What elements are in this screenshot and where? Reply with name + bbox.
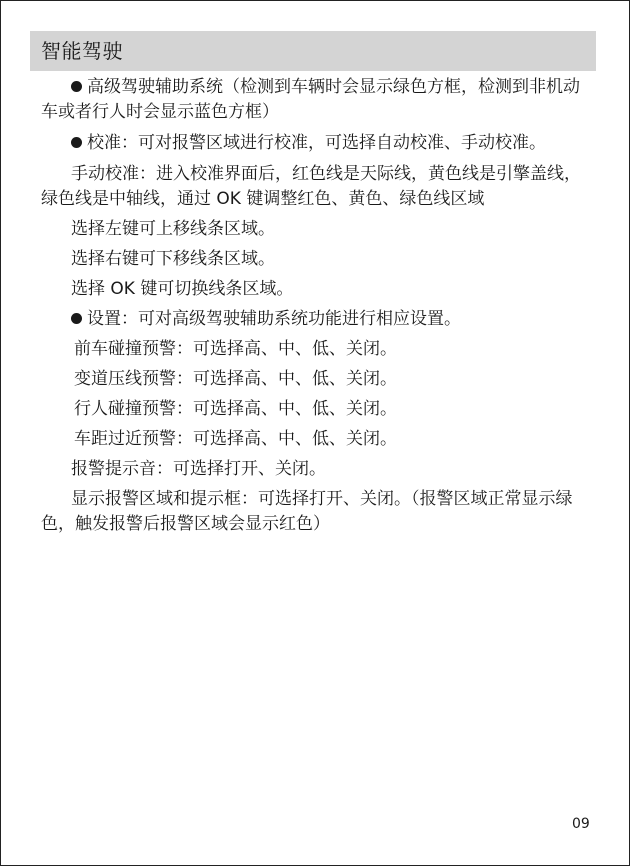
paragraph-right-key-text: 选择右键可下移线条区域。: [71, 249, 275, 269]
bullet-dot-icon: [71, 137, 82, 148]
paragraph-ok-key-text: 选择 OK 键可切换线条区域。: [71, 279, 294, 299]
paragraph-left-key: [41, 217, 593, 242]
paragraph-manual-calibration-text: 手动校准：进入校准界面后，红色线是天际线，黄色线是引擎盖线，绿色线是中轴线，通过 OK 键调整红色、黄色、绿色线区域: [41, 164, 581, 209]
paragraph-lane-departure-text: 变道压线预警：可选择高、中、低、关闭。: [74, 369, 397, 389]
paragraph-pedestrian-collision: [41, 397, 593, 422]
paragraph-display-area-text: 显示报警区域和提示框：可选择打开、关闭。（报警区域正常显示绿色，触发报警后报警区域会显示红色）: [41, 489, 573, 534]
page-number: 09: [572, 816, 590, 832]
paragraph-distance-warning-text: 车距过近预警：可选择高、中、低、关闭。: [74, 429, 397, 449]
paragraph-distance-warning: [41, 427, 593, 452]
paragraph-ok-key: [41, 277, 593, 302]
paragraph-forward-collision-text: 前车碰撞预警：可选择高、中、低、关闭。: [74, 339, 397, 359]
paragraph-alarm-sound: [41, 457, 593, 482]
paragraph-alarm-sound-text: 报警提示音：可选择打开、关闭。: [71, 459, 326, 479]
section-header: [30, 31, 596, 71]
paragraph-right-key: [41, 247, 593, 272]
paragraph-lane-departure: [41, 367, 593, 392]
paragraph-adas-text: 高级驾驶辅助系统（检测到车辆时会显示绿色方框，检测到非机动车或者行人时会显示蓝色方框）: [41, 77, 580, 122]
page-content: [41, 75, 593, 537]
paragraph-left-key-text: 选择左键可上移线条区域。: [71, 219, 275, 239]
paragraph-calibration-text: 校准：可对报警区域进行校准，可选择自动校准、手动校准。: [87, 133, 546, 153]
bullet-dot-icon: [71, 313, 82, 324]
paragraph-pedestrian-collision-text: 行人碰撞预警：可选择高、中、低、关闭。: [74, 399, 397, 419]
section-title: 智能驾驶: [41, 39, 123, 63]
paragraph-adas: [41, 75, 593, 125]
bullet-dot-icon: [71, 81, 82, 92]
paragraph-forward-collision: [41, 337, 593, 362]
paragraph-display-area: [41, 487, 593, 537]
paragraph-settings-text: 设置：可对高级驾驶辅助系统功能进行相应设置。: [87, 309, 461, 329]
paragraph-calibration: [41, 131, 593, 156]
paragraph-manual-calibration: [41, 162, 593, 212]
paragraph-settings: [41, 307, 593, 332]
